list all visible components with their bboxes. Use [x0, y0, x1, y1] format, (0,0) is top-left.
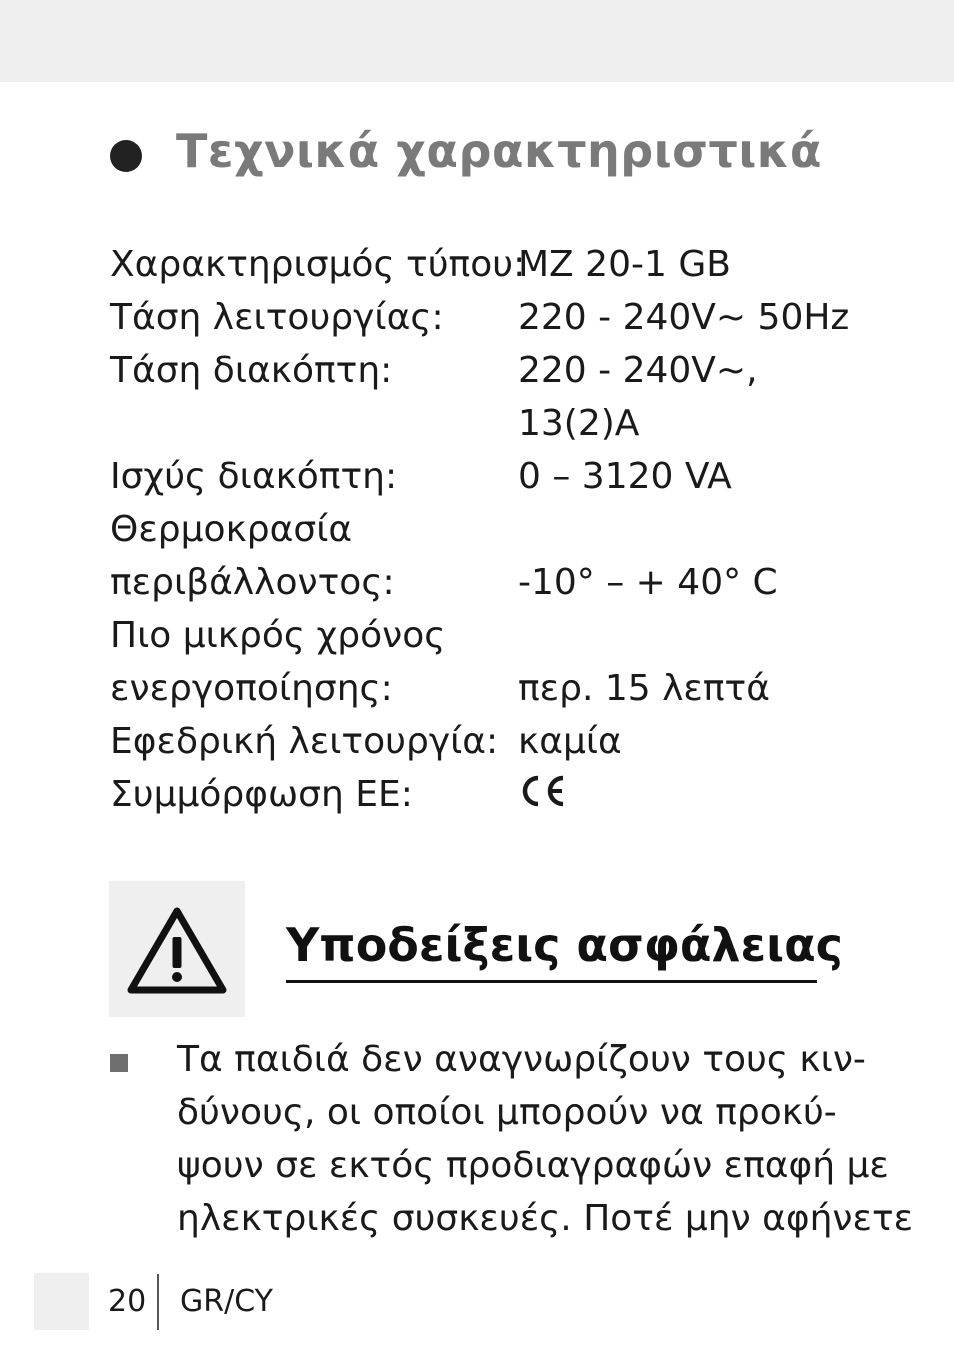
spec-label: Θερμοκρασία	[110, 509, 353, 550]
safety-title: Υποδείξεις ασφάλειας	[286, 918, 843, 972]
spec-label: ενεργοποίησης:	[110, 668, 393, 709]
paragraph-line: δύνους, οι οποίοι μπορούν να προκύ-	[177, 1092, 837, 1133]
spec-row	[0, 609, 954, 662]
spec-value: 220 - 240V~,	[518, 350, 758, 391]
spec-row	[0, 768, 954, 821]
spec-value: περ. 15 λεπτά	[518, 668, 770, 709]
spec-row	[0, 238, 954, 291]
spec-label: Συμμόρφωση ΕΕ:	[110, 774, 413, 815]
spec-row	[0, 344, 954, 397]
spec-label: Τάση λειτουργίας:	[110, 297, 444, 338]
spec-row	[0, 715, 954, 768]
header-band	[0, 0, 954, 82]
spec-row	[0, 503, 954, 556]
warning-box	[109, 881, 245, 1017]
ce-mark-icon	[518, 772, 568, 810]
section-bullet-dot	[110, 140, 142, 172]
spec-row	[0, 397, 954, 450]
spec-value: καμία	[518, 721, 622, 762]
spec-row	[0, 291, 954, 344]
paragraph-line: ηλεκτρικές συσκευές. Ποτέ μην αφήνετε	[177, 1198, 914, 1239]
spec-value: MZ 20-1 GB	[518, 244, 731, 285]
spec-value: 0 – 3120 VA	[518, 456, 732, 497]
spec-label: Χαρακτηρισμός τύπου:	[110, 244, 526, 285]
spec-value: 13(2)A	[518, 403, 640, 444]
footer-divider	[157, 1274, 159, 1330]
spec-value: 220 - 240V~ 50Hz	[518, 297, 850, 338]
title-underline	[286, 980, 817, 983]
warning-triangle-icon	[126, 906, 228, 996]
spec-label: Ισχύς διακόπτη:	[110, 456, 398, 497]
spec-row	[0, 662, 954, 715]
paragraph-line: ψουν σε εκτός προδιαγραφών επαφή με	[177, 1145, 889, 1186]
spec-label: Πιο μικρός χρόνος	[110, 615, 446, 656]
spec-label: περιβάλλοντος:	[110, 562, 395, 603]
footer-region: GR/CY	[180, 1284, 273, 1319]
section-title: Τεχνικά χαρακτηριστικά	[176, 124, 823, 178]
spec-label: Τάση διακόπτη:	[110, 350, 393, 391]
spec-value: -10° – + 40° C	[518, 562, 778, 603]
spec-row	[0, 556, 954, 609]
page-number: 20	[108, 1284, 147, 1319]
footer-tab	[34, 1273, 89, 1330]
spec-label: Εφεδρική λειτουργία:	[110, 721, 499, 762]
paragraph-line: Τα παιδιά δεν αναγνωρίζουν τους κιν-	[177, 1039, 866, 1080]
square-bullet	[110, 1054, 128, 1072]
spec-row	[0, 450, 954, 503]
